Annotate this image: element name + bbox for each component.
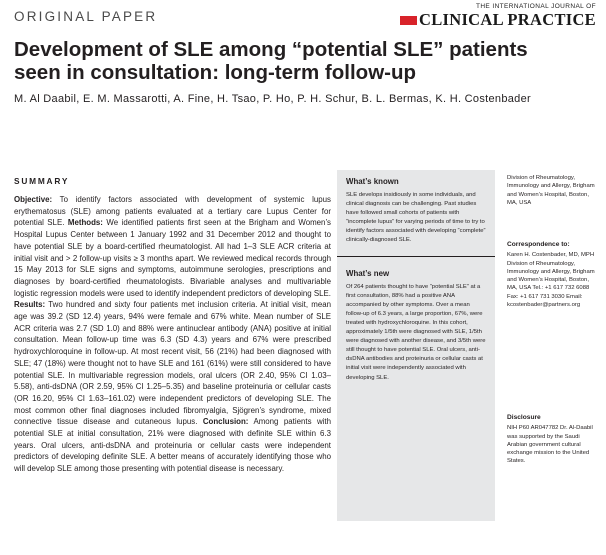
correspondence-heading: Correspondence to: [507,241,570,248]
journal-masthead [400,10,596,30]
summary-abstract [14,194,331,475]
objective-text: To identify factors associated with development of systemic lupus erythematosus (SLE) among patients evaluated at a tertiary care Lupus Center for potential SLE. [14,195,331,228]
disclosure-heading: Disclosure [507,414,541,421]
conclusion-label: Conclusion: [202,417,249,427]
author-list: M. Al Daabil, E. M. Massarotti, A. Fine, H. Tsao, P. Ho, P. H. Schur, B. L. Bermas, K. H. Costenbader [14,93,531,105]
methods-label: Methods: [67,218,103,228]
journal-name: CLINICAL PRACTICE [418,10,596,29]
key-points-box [337,170,495,521]
journal-logo-icon [400,16,417,25]
article-type-label: ORIGINAL PAPER [14,9,158,24]
article-title: Development of SLE among “potential SLE” patients seen in consultation: long-term follow-up [14,38,528,84]
whats-new-heading: What’s new [346,268,390,278]
disclosure-text: NIH P60 AR047782 Dr. Al-Daabil was supported by the Saudi Arabian government cultural exchange mission to the United States. [507,425,593,465]
results-text: Two hundred and sixty four patients met inclusion criteria. At initial visit, mean age was 39.2 (SD 12.4) years, 94% were female and 67% white. Mean number of SLE ACR criteria was 2.7 (SD 1.0) and 88% were antinuclear antibody (ANA) positive at initial consultation. Mean follow-up time was 6.3 (SD 4.3) years and 67% were prescribed hydroxychloroquine in follow-up. At most recent visit, 56 (21%) had been diagnosed with SLE; 47 (18%) were thought not to have SLE and 161 (61%) were still considered to have potential SLE. In multivariable regression models, oral ulcers (OR 2.40, 95% CI 1.03–5.58), anti-dsDNA (OR 2.59, 95% CI 1.25–5.35) and baseline proteinuria or cellular casts (OR 16.20, 95% CI 1.63–161.02) were independent predictors of developing SLE. The most common other final diagnoses included fibromyalgia, Sjögren’s syndrome, mixed connective tissue disease and cutaneous lupus. [14,300,331,427]
journal-subtitle: THE INTERNATIONAL JOURNAL OF [475,3,596,10]
methods-text: We identified patients first seen at the Brigham and Women’s Hospital Lupus Center between 1 January 1992 and 31 December 2012 and thought to have potential SLE by a board-certified rheumatologist. All had 1–3 SLE ACR criteria at initial visit and > 2 follow-up visits ≥ 3 months apart. We reviewed medical records through 15 May 2013 for SLE signs and symptoms, autoimmune serologies, prescriptions and diagnoses by board-certified rheumatologists. Bivariable analyses and multivariable logistic regression models were used to identify independent predictors of developing SLE. [14,218,332,298]
correspondence-block [507,241,599,309]
correspondence-text: Karen H. Costenbader, MD, MPH Division of Rheumatology, Immunology and Allergy, Brigham and Women’s Hospital, Boston, MA, USA Tel.: +1 617 732 6088 Fax: +1 617 731 3030 Email: kcostenbader@partners.org [507,252,595,309]
box-divider [337,256,495,257]
results-label: Results: [14,300,46,310]
whats-known-text: SLE develops insidiously in some individuals, and clinical diagnosis can be challenging. Past studies have followed small cohorts of patients with “incomplete lupus” for varying periods of time to try to identify factors associated with developing “complete” clinically-diagnosed SLE. [346,192,486,244]
whats-new-text: Of 264 patients thought to have “potential SLE” at a first consultation, 88% had a positive ANA accompanied by other symptoms. Over a mean follow-up of 6.3 years, a large proportion, 67%, were treated with hydroxychloroquine. In this cohort, approximately 1/5th were diagnosed with SLE, 1/5th were diagnosed with another disease, and 3/5th were still thought to have potential SLE. Oral ulcers, anti-dsDNA antibodies and proteinuria or cellular casts at initial visit were independently associated with developing SLE. [346,283,486,381]
summary-heading: SUMMARY [14,176,70,186]
affiliation-block: Division of Rheumatology, Immunology and Allergy, Brigham and Women’s Hospital, Boston, MA, USA [507,175,595,206]
objective-label: Objective: [14,195,53,204]
disclosure-block [507,414,599,466]
whats-known-heading: What’s known [346,177,399,186]
conclusion-text: Among patients with potential SLE at initial consultation, 21% were diagnosed with definite SLE within 6.3 years. Oral ulcers, anti-dsDNA and proteinuria or cellular casts were independent predictors of developing definite SLE. A better means of accurately identifying those who will develop SLE among those presenting with potential disease is necessary. [14,417,332,474]
